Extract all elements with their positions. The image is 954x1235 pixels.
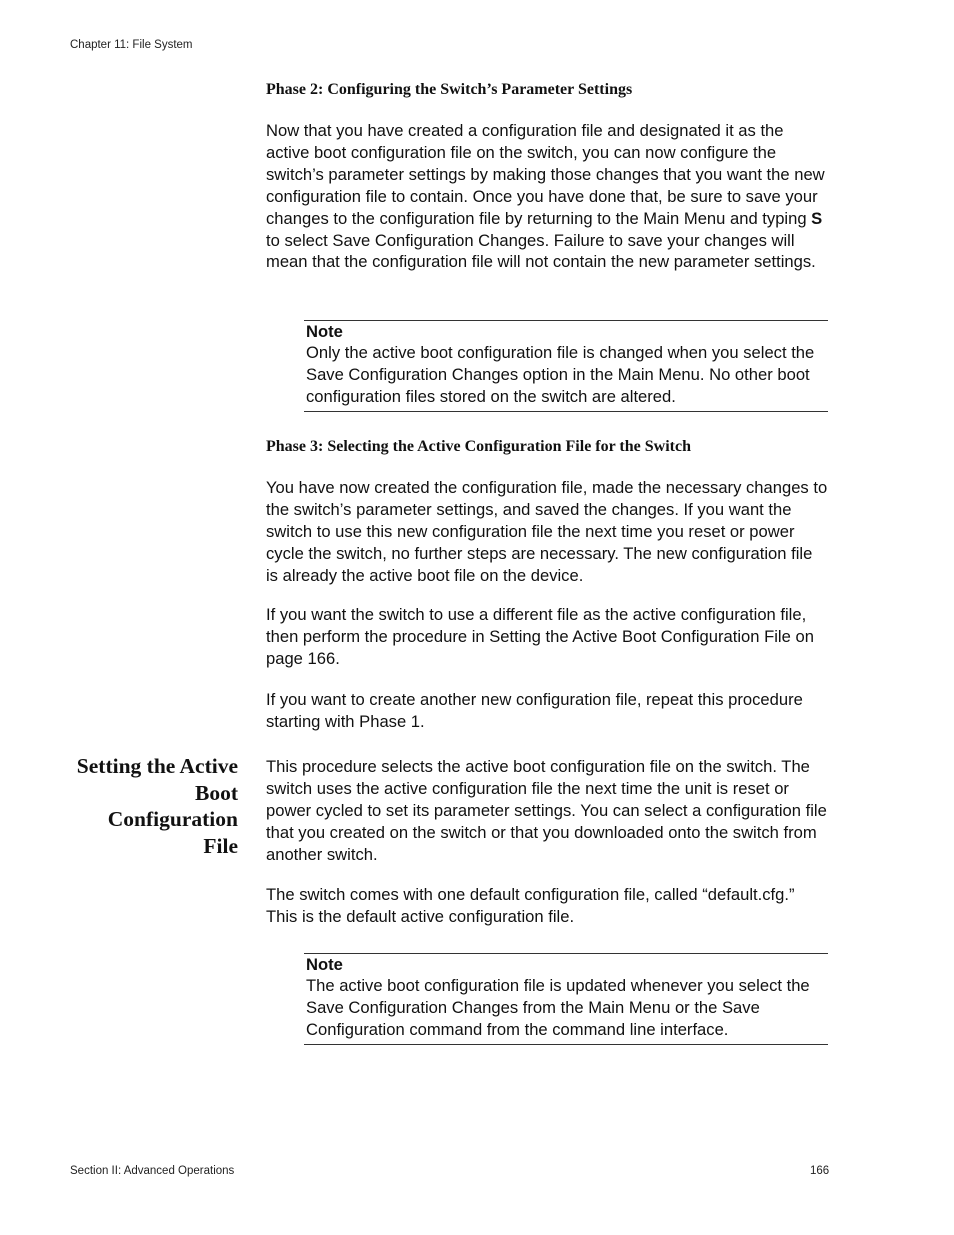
note-body: Only the active boot configuration file is changed when you select the Save Configuration Changes option in the Main Menu. No other boot configuration files stored on the switch are altered. bbox=[306, 343, 815, 406]
note-title: Note bbox=[306, 955, 343, 974]
phase2-paragraph bbox=[266, 120, 828, 273]
phase2-heading: Phase 2: Configuring the Switch’s Parameter Settings bbox=[266, 81, 633, 98]
phase2-note bbox=[304, 320, 828, 412]
section-heading-line-1: Setting the Active bbox=[76, 754, 238, 778]
phase3-paragraph-3: If you want to create another new configuration file, repeat this procedure starting with Phase 1. bbox=[266, 690, 803, 731]
note-title: Note bbox=[306, 322, 343, 341]
running-header: Chapter 11: File System bbox=[70, 39, 193, 51]
section-heading-setting-active-boot bbox=[40, 753, 238, 859]
footer-section: Section II: Advanced Operations bbox=[70, 1165, 235, 1177]
save-key-letter: S bbox=[811, 208, 823, 228]
phase2-text-after-key: to select Save Configuration Changes. Failure to save your changes will mean that the configuration file will not contain the new parameter settings. bbox=[266, 230, 816, 272]
section-heading-line-3: Configuration bbox=[107, 807, 238, 831]
phase3-paragraph-2: If you want the switch to use a different file as the active configuration file, then perform the procedure in Setting the Active Boot Configuration File on page 166. bbox=[266, 605, 814, 668]
phase3-paragraph-1: You have now created the configuration file, made the necessary changes to the switch’s parameter settings, and saved the changes. If you want the switch to use this new configuration file the next time you reset or power cycle the switch, no further steps are necessary. The new configuration file is already the active boot file on the device. bbox=[266, 478, 828, 585]
note-body: The active boot configuration file is updated whenever you select the Save Configuration Changes from the Main Menu or the Save Configuration command from the command line interface. bbox=[306, 976, 810, 1039]
page-number: 166 bbox=[810, 1165, 830, 1177]
section-heading-line-4: File bbox=[203, 833, 238, 858]
setting-paragraph-1: This procedure selects the active boot configuration file on the switch. The switch uses the active configuration file the next time the unit is reset or power cycled to set its parameter settings. You can select a configuration file that you created on the switch or that you downloaded onto the switch from another switch. bbox=[266, 757, 827, 864]
section-heading-line-2: Boot bbox=[195, 780, 238, 805]
phase2-text-before-key: Now that you have created a configuration file and designated it as the active boot configuration file on the switch, you can now configure the switch’s parameter settings by making those changes that you want the new configuration file to contain. Once you have done that, be sure to save your changes to the configuration file by returning to the Main Menu and typing bbox=[266, 121, 825, 228]
phase3-heading: Phase 3: Selecting the Active Configuration File for the Switch bbox=[266, 438, 691, 455]
setting-note bbox=[304, 953, 828, 1045]
setting-paragraph-2: The switch comes with one default configuration file, called “default.cfg.” This is the default active configuration file. bbox=[266, 885, 795, 926]
